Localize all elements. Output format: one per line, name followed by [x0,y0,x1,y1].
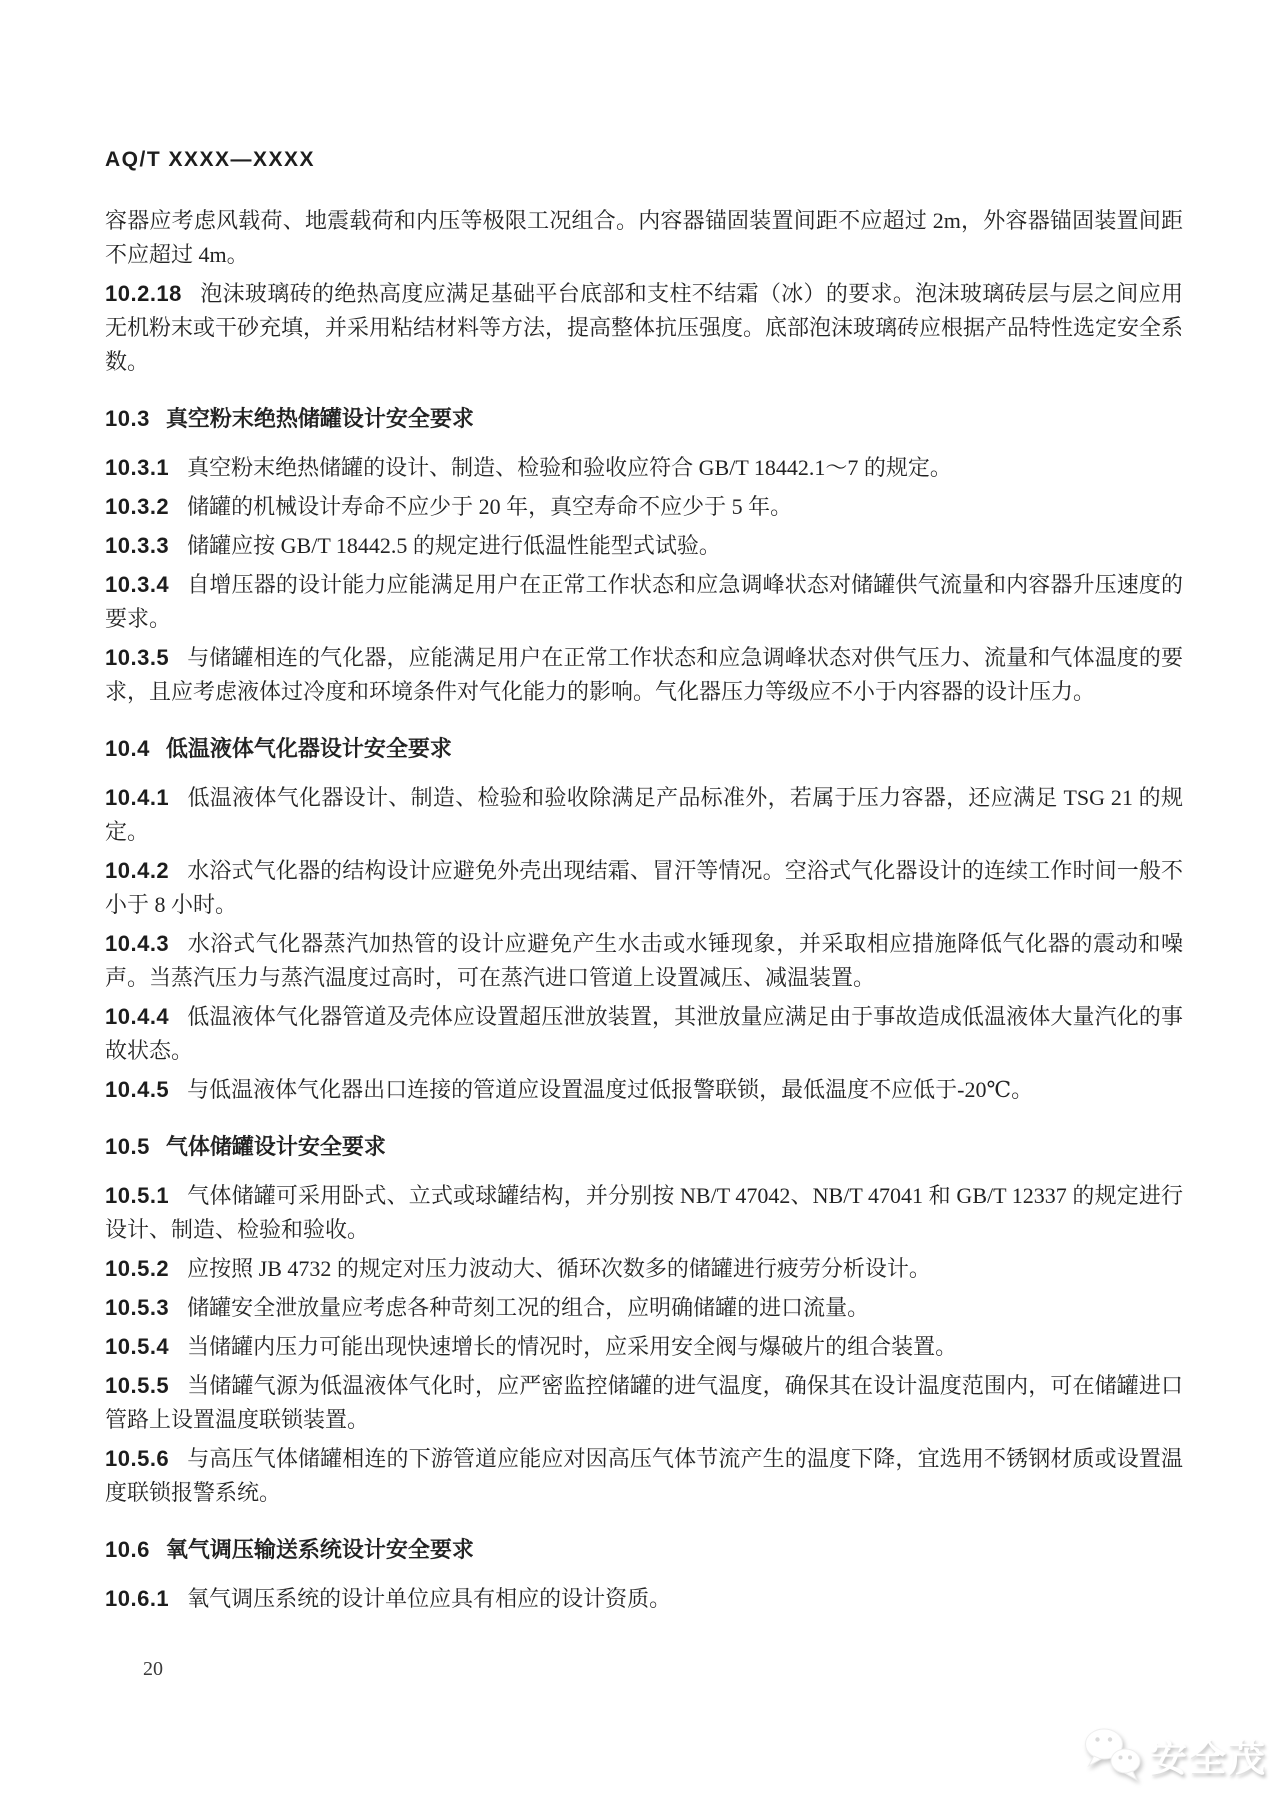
clause-number: 10.2.18 [105,281,182,306]
clause-number: 10.5.3 [105,1295,170,1320]
clause-number: 10.4.2 [105,858,170,883]
clause-number: 10.4.1 [105,785,170,810]
wechat-chat-bubbles-icon [1082,1726,1144,1784]
clause-number: 10.3.4 [105,572,170,597]
clause-paragraph [105,781,1183,849]
clause-text: 氧气调压输送系统设计安全要求 [165,1537,474,1562]
clause-text: 真空粉末绝热储罐的设计、制造、检验和验收应符合 GB/T 18442.1～7 的规定。 [187,455,952,480]
clause-text: 低温液体气化器设计、制造、检验和验收除满足产品标准外，若属于压力容器，还应满足 TSG 21 的规定。 [105,785,1183,844]
clause-text: 低温液体气化器设计安全要求 [165,736,452,761]
clause-number: 10.4.5 [105,1077,170,1102]
clause-text: 储罐的机械设计寿命不应少于 20 年，真空寿命不应少于 5 年。 [187,494,793,519]
clause-text: 泡沫玻璃砖的绝热高度应满足基础平台底部和支柱不结霜（冰）的要求。泡沫玻璃砖层与层之间应用无机粉末或干砂充填，并采用粘结材料等方法，提高整体抗压强度。底部泡沫玻璃砖应根据产品特性选定安全系数。 [105,281,1184,374]
clause-paragraph [105,529,1183,563]
page-number: 20 [143,1658,163,1680]
clause-paragraph [105,854,1183,922]
clause-text: 水浴式气化器的结构设计应避免外壳出现结霜、冒汗等情况。空浴式气化器设计的连续工作时间一般不小于 8 小时。 [105,858,1183,917]
clause-number: 10.3 [105,406,150,431]
clause-text: 气体储罐设计安全要求 [165,1134,386,1159]
clause-number: 10.5.6 [105,1446,170,1471]
clause-text: 应按照 JB 4732 的规定对压力波动大、循环次数多的储罐进行疲劳分析设计。 [187,1256,931,1281]
clause-paragraph [105,1442,1183,1510]
clause-text: 水浴式气化器蒸汽加热管的设计应避免产生水击或水锤现象，并采取相应措施降低气化器的震动和噪声。当蒸汽压力与蒸汽温度过高时，可在蒸汽进口管道上设置减压、减温装置。 [105,931,1183,990]
clause-number: 10.4.4 [105,1004,170,1029]
clause-text: 与储罐相连的气化器，应能满足用户在正常工作状态和应急调峰状态对供气压力、流量和气体温度的要求，且应考虑液体过冷度和环境条件对气化能力的影响。气化器压力等级应不小于内容器的设计压力。 [105,645,1183,704]
clause-paragraph [105,927,1183,995]
clause-text: 与高压气体储罐相连的下游管道应能应对因高压气体节流产生的温度下降，宜选用不锈钢材质或设置温度联锁报警系统。 [105,1446,1183,1505]
clause-paragraph [105,204,1183,272]
clause-text: 自增压器的设计能力应能满足用户在正常工作状态和应急调峰状态对储罐供气流量和内容器升压速度的要求。 [105,572,1183,631]
clause-text: 储罐安全泄放量应考虑各种苛刻工况的组合，应明确储罐的进口流量。 [187,1295,870,1320]
clause-paragraph [105,277,1183,379]
clause-paragraph [105,568,1183,636]
clause-number: 10.5.1 [105,1183,170,1208]
watermark-text: 安全茂 [1150,1738,1267,1779]
clause-number: 10.5.4 [105,1334,170,1359]
document-number-header: AQ/T XXXX—XXXX [105,148,316,171]
clause-number: 10.5.2 [105,1256,170,1281]
clause-number: 10.3.3 [105,533,170,558]
clause-paragraph [105,1369,1183,1437]
clause-text: 低温液体气化器管道及壳体应设置超压泄放装置，其泄放量应满足由于事故造成低温液体大量汽化的事故状态。 [105,1004,1183,1063]
clause-text: 气体储罐可采用卧式、立式或球罐结构，并分别按 NB/T 47042、NB/T 47041 和 GB/T 12337 的规定进行设计、制造、检验和验收。 [105,1183,1183,1242]
clause-number: 10.3.2 [105,494,170,519]
clause-paragraph [105,1330,1183,1364]
clause-number: 10.5 [105,1134,150,1159]
clause-number: 10.4.3 [105,931,170,956]
section-heading [105,402,1183,436]
clause-paragraph [105,1073,1183,1107]
clause-paragraph [105,1582,1183,1616]
clause-paragraph [105,641,1183,709]
clause-text: 容器应考虑风载荷、地震载荷和内压等极限工况组合。内容器锚固装置间距不应超过 2m，外容器锚固装置间距不应超过 4m。 [105,208,1183,267]
clause-paragraph [105,1291,1183,1325]
clause-text: 当储罐内压力可能出现快速增长的情况时，应采用安全阀与爆破片的组合装置。 [187,1334,958,1359]
clause-number: 10.5.5 [105,1373,170,1398]
clause-text: 氧气调压系统的设计单位应具有相应的设计资质。 [187,1586,672,1611]
clause-text: 真空粉末绝热储罐设计安全要求 [165,406,474,431]
section-heading [105,732,1183,766]
clause-number: 10.6 [105,1537,150,1562]
clause-paragraph [105,1252,1183,1286]
clause-paragraph [105,490,1183,524]
section-heading [105,1130,1183,1164]
document-body [105,204,1183,1621]
clause-paragraph [105,1179,1183,1247]
clause-number: 10.4 [105,736,150,761]
clause-number: 10.6.1 [105,1586,170,1611]
clause-text: 与低温液体气化器出口连接的管道应设置温度过低报警联锁，最低温度不应低于-20℃。 [187,1077,1034,1102]
clause-paragraph [105,1000,1183,1068]
clause-text: 储罐应按 GB/T 18442.5 的规定进行低温性能型式试验。 [187,533,721,558]
section-heading [105,1533,1183,1567]
clause-text: 当储罐气源为低温液体气化时，应严密监控储罐的进气温度，确保其在设计温度范围内，可在储罐进口管路上设置温度联锁装置。 [105,1373,1183,1432]
clause-number: 10.3.5 [105,645,170,670]
clause-number: 10.3.1 [105,455,170,480]
watermark [1082,1726,1267,1784]
clause-paragraph [105,451,1183,485]
